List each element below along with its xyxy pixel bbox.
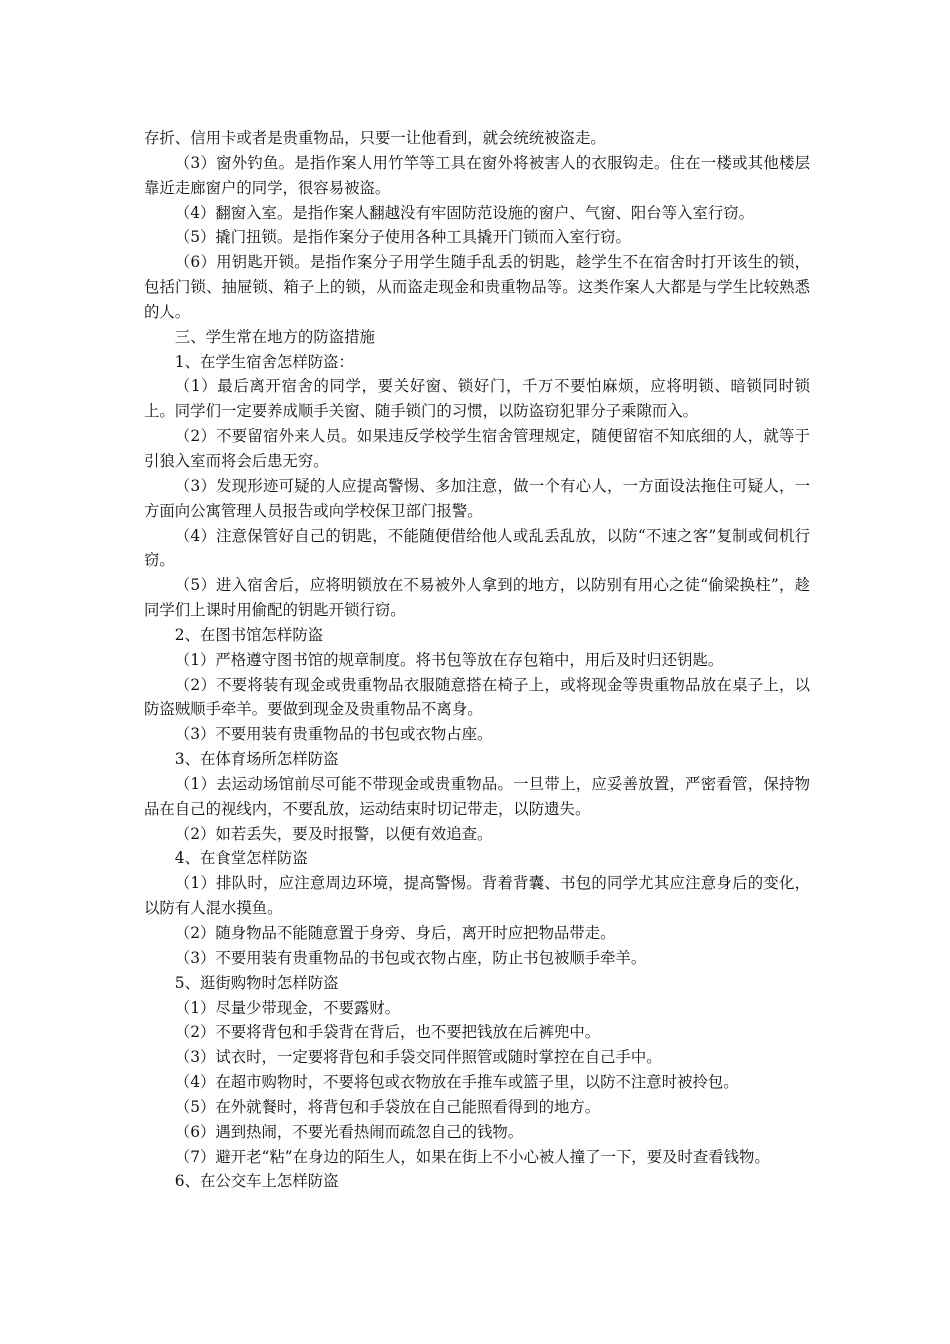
paragraph: 1、在学生宿舍怎样防盗： (174, 352, 354, 371)
paragraph: 3、在体育场所怎样防盗 (174, 750, 339, 769)
paragraph: （3）发现形迹可疑的人应提高警惕、多加注意，做一个有心人，一方面设法拖住可疑人，一方面向公寓管理人员报告或向学校保卫部门报警。 (144, 476, 810, 520)
paragraph: （2）不要留宿外来人员。如果违反学校学生宿舍管理规定，随便留宿不知底细的人，就等于引狼入室而将会后患无穷。 (144, 427, 810, 470)
paragraph: （1）排队时，应注意周边环境，提高警惕。背着背囊、书包的同学尤其应注意身后的变化，以防有人混水摸鱼。 (144, 874, 810, 918)
paragraph: （2）不要将装有现金或贵重物品衣服随意搭在椅子上，或将现金等贵重物品放在桌子上，以防盗贼顺手牵羊。要做到现金及贵重物品不离身。 (144, 675, 810, 719)
paragraph: （3）窗外钓鱼。是指作案人用竹竿等工具在窗外将被害人的衣服钩走。住在一楼或其他楼层靠近走廊窗户的同学，很容易被盗。 (144, 153, 810, 197)
paragraph: （4）注意保管好自己的钥匙，不能随便借给他人或乱丢乱放，以防“不速之客”复制或伺机行窃。 (144, 526, 810, 570)
paragraph: （3）试衣时，一定要将背包和手袋交同伴照管或随时掌控在自己手中。 (174, 1048, 662, 1067)
paragraph: （7）避开老“粘”在身边的陌生人，如果在街上不小心被人撞了一下，要及时查看钱物。 (174, 1147, 770, 1166)
paragraph: 5、逛街购物时怎样防盗 (174, 973, 339, 992)
paragraph: 存折、信用卡或者是贵重物品，只要一让他看到，就会统统被盗走。 (144, 129, 606, 147)
paragraph: 6、在公交车上怎样防盗 (174, 1172, 339, 1191)
paragraph: （2）如若丢失，要及时报警，以便有效追查。 (174, 824, 493, 843)
paragraph: （2）随身物品不能随意置于身旁、身后，离开时应把物品带走。 (174, 924, 616, 942)
paragraph: （1）最后离开宿舍的同学，要关好窗、锁好门，千万不要怕麻烦，应将明锁、暗锁同时锁上。同学们一定要养成顺手关窗、随手锁门的习惯，以防盗窃犯罪分子乘隙而入。 (144, 377, 810, 421)
paragraph: （6）遇到热闹，不要光看热闹而疏忽自己的钱物。 (174, 1122, 524, 1141)
paragraph: （1）去运动场馆前尽可能不带现金或贵重物品。一旦带上，应妥善放置，严密看管，保持物品在自己的视线内，不要乱放，运动结束时切记带走，以防遗失。 (144, 774, 810, 818)
paragraph: （5）进入宿舍后，应将明锁放在不易被外人拿到的地方，以防别有用心之徒“偷梁换柱”，趁同学们上课时用偷配的钥匙开锁行窃。 (144, 576, 810, 620)
paragraph: 三、学生常在地方的防盗措施 (174, 327, 375, 346)
paragraph: （1）尽量少带现金，不要露财。 (174, 998, 401, 1017)
paragraph: （3）不要用装有贵重物品的书包或衣物占座，防止书包被顺手牵羊。 (174, 948, 647, 967)
paragraph: 4、在食堂怎样防盗 (174, 849, 308, 868)
document-body (144, 126, 810, 1194)
paragraph: （4）翻窗入室。是指作案人翻越没有牢固防范设施的窗户、气窗、阳台等入室行窃。 (174, 203, 755, 222)
paragraph: 2、在图书馆怎样防盗 (174, 625, 324, 644)
paragraph: （1）严格遵守图书馆的规章制度。将书包等放在存包箱中，用后及时归还钥匙。 (174, 650, 724, 669)
paragraph: （5）在外就餐时，将背包和手袋放在自己能照看得到的地方。 (174, 1097, 601, 1116)
paragraph: （4）在超市购物时，不要将包或衣物放在手推车或篮子里，以防不注意时被拎包。 (174, 1073, 739, 1092)
paragraph: （6）用钥匙开锁。是指作案分子用学生随手乱丢的钥匙，趁学生不在宿舍时打开该生的锁，包括门锁、抽屉锁、箱子上的锁，从而盗走现金和贵重物品等。这类作案人大都是与学生比较熟悉的人。 (144, 253, 810, 321)
paragraph: （2）不要将背包和手袋背在背后，也不要把钱放在后裤兜中。 (174, 1023, 601, 1042)
paragraph: （3）不要用装有贵重物品的书包或衣物占座。 (174, 725, 493, 744)
paragraph: （5）撬门扭锁。是指作案分子使用各种工具撬开门锁而入室行窃。 (174, 228, 631, 247)
